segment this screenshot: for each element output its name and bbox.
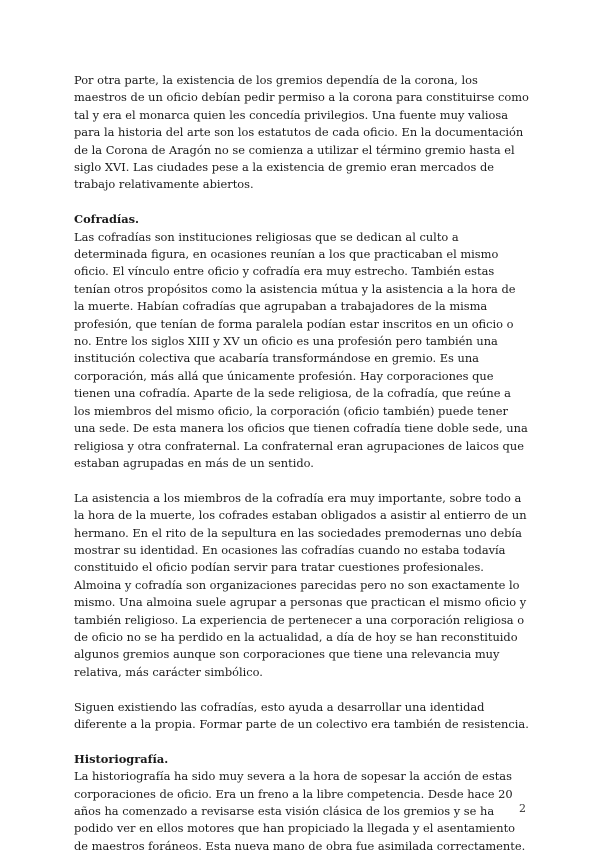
paragraph-gremios-corona: Por otra parte, la existencia de los gremios dependía de la corona, los maestros de un oficio debían pedir permiso a la corona para constituirse como tal y era el monarca quien les concedía privilegios. Una fuente muy valiosa para la historia del arte son los estatutos de cada oficio. En la documentación de la Corona de Aragón no se comienza a utilizar el término gremio hasta el siglo XVI. Las ciudades pese a la existencia de gremio eran mercados de trabajo relativamente abiertos. [74, 73, 529, 192]
heading-cofradias: Cofradías. [74, 212, 139, 227]
paragraph-historiografia: La historiografía ha sido muy severa a la hora de sopesar la acción de estas corporaciones de oficio. Era un freno a la libre competencia. Desde hace 20 años ha comenzado a revisarse esta visión clásica de los gremios y se ha podido ver en ellos motores que han propiciado la llegada y el asentamiento de maestros foráneos. Esta nueva mano de obra fue asimilada correctamente. [74, 769, 526, 853]
document-body [74, 72, 529, 855]
paragraph-siguen-existiendo: Siguen existiendo las cofradías, esto ayuda a desarrollar una identidad diferente a la propia. Formar parte de un colectivo era también de resistencia. [74, 699, 529, 731]
paragraph-asistencia-miembros: La asistencia a los miembros de la cofradía era muy importante, sobre todo a la hora de la muerte, los cofrades estaban obligados a asistir al entierro de un hermano. En el rito de la sepultura en las sociedades premodernas uno debía mostrar su identidad. En ocasiones las cofradías cuando no estaba todavía constituido el oficio podían servir para tratar cuestiones profesionales. Almoina y cofradía son organizaciones parecidas pero no son exactamente lo mismo. Una almoina suele agrupar a personas que practican el mismo oficio y también religioso. La experiencia de pertenecer a una corporación religiosa o de oficio no se ha perdido en la actualidad, a día de hoy se han reconstituido algunos gremios aunque son corporaciones que tiene una relevancia muy relativa, más carácter simbólico. [74, 490, 527, 679]
heading-historiografia: Historiografía. [74, 751, 169, 766]
page-number: 2 [519, 802, 526, 815]
paragraph-cofradias-instituciones: Las cofradías son instituciones religiosas que se dedican al culto a determinada figura, en ocasiones reunían a los que practicaban el mismo oficio. El vínculo entre oficio y cofradía era muy estrecho. También estas tenían otros propósitos como la asistencia mútua y la asistencia a la hora de la muerte. Habían cofradías que agrupaban a trabajadores de la misma profesión, que tenían de forma paralela podían estar inscritos en un oficio o no. Entre los siglos XIII y XV un oficio es una profesión pero también una institución colectiva que acabaría transformándose en gremio. Es una corporación, más allá que únicamente profesión. Hay corporaciones que tienen una cofradía. Aparte de la sede religiosa, de la cofradía, que reúne a los miembros del mismo oficio, la corporación (oficio también) puede tener una sede. De esta manera los oficios que tienen cofradía tiene doble sede, una religiosa y otra confraternal. La confraternal eran agrupaciones de laicos que estaban agrupadas en más de un sentido. [74, 229, 528, 470]
